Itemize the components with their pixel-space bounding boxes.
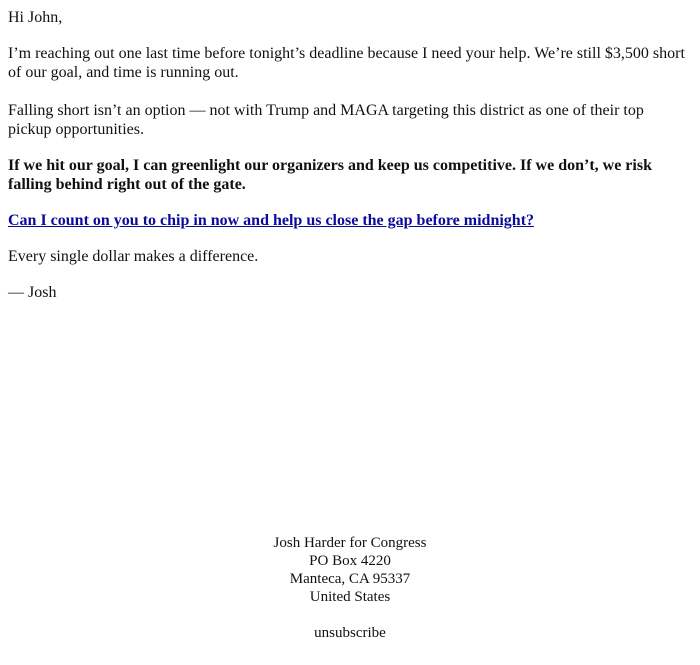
- footer-org-name: Josh Harder for Congress: [273, 535, 427, 551]
- email-footer: [0, 534, 700, 643]
- email-bold-paragraph: If we hit our goal, I can greenlight our organizers and keep us competitive. If we don’t, we risk falling behind right out of the gate.: [8, 157, 652, 193]
- email-paragraph: I’m reaching out one last time before tonight’s deadline because I need your help. We’re still $3,500 short of our goal, and time is running out.: [8, 45, 685, 81]
- donate-link[interactable]: Can I count on you to chip in now and help us close the gap before midnight?: [8, 212, 535, 229]
- footer-city-line: Manteca, CA 95337: [289, 571, 411, 587]
- email-paragraph: Falling short isn’t an option — not with Trump and MAGA targeting this district as one of their top pickup opportunities.: [8, 102, 644, 138]
- email-greeting: Hi John,: [8, 9, 63, 26]
- email-body: [8, 8, 688, 318]
- unsubscribe-link[interactable]: unsubscribe: [314, 625, 386, 641]
- email-closing-line: Every single dollar makes a difference.: [8, 248, 259, 265]
- email-signature: — Josh: [8, 284, 57, 301]
- footer-po-box: PO Box 4220: [309, 553, 391, 569]
- footer-country: United States: [309, 589, 391, 605]
- donate-cta: [8, 211, 688, 230]
